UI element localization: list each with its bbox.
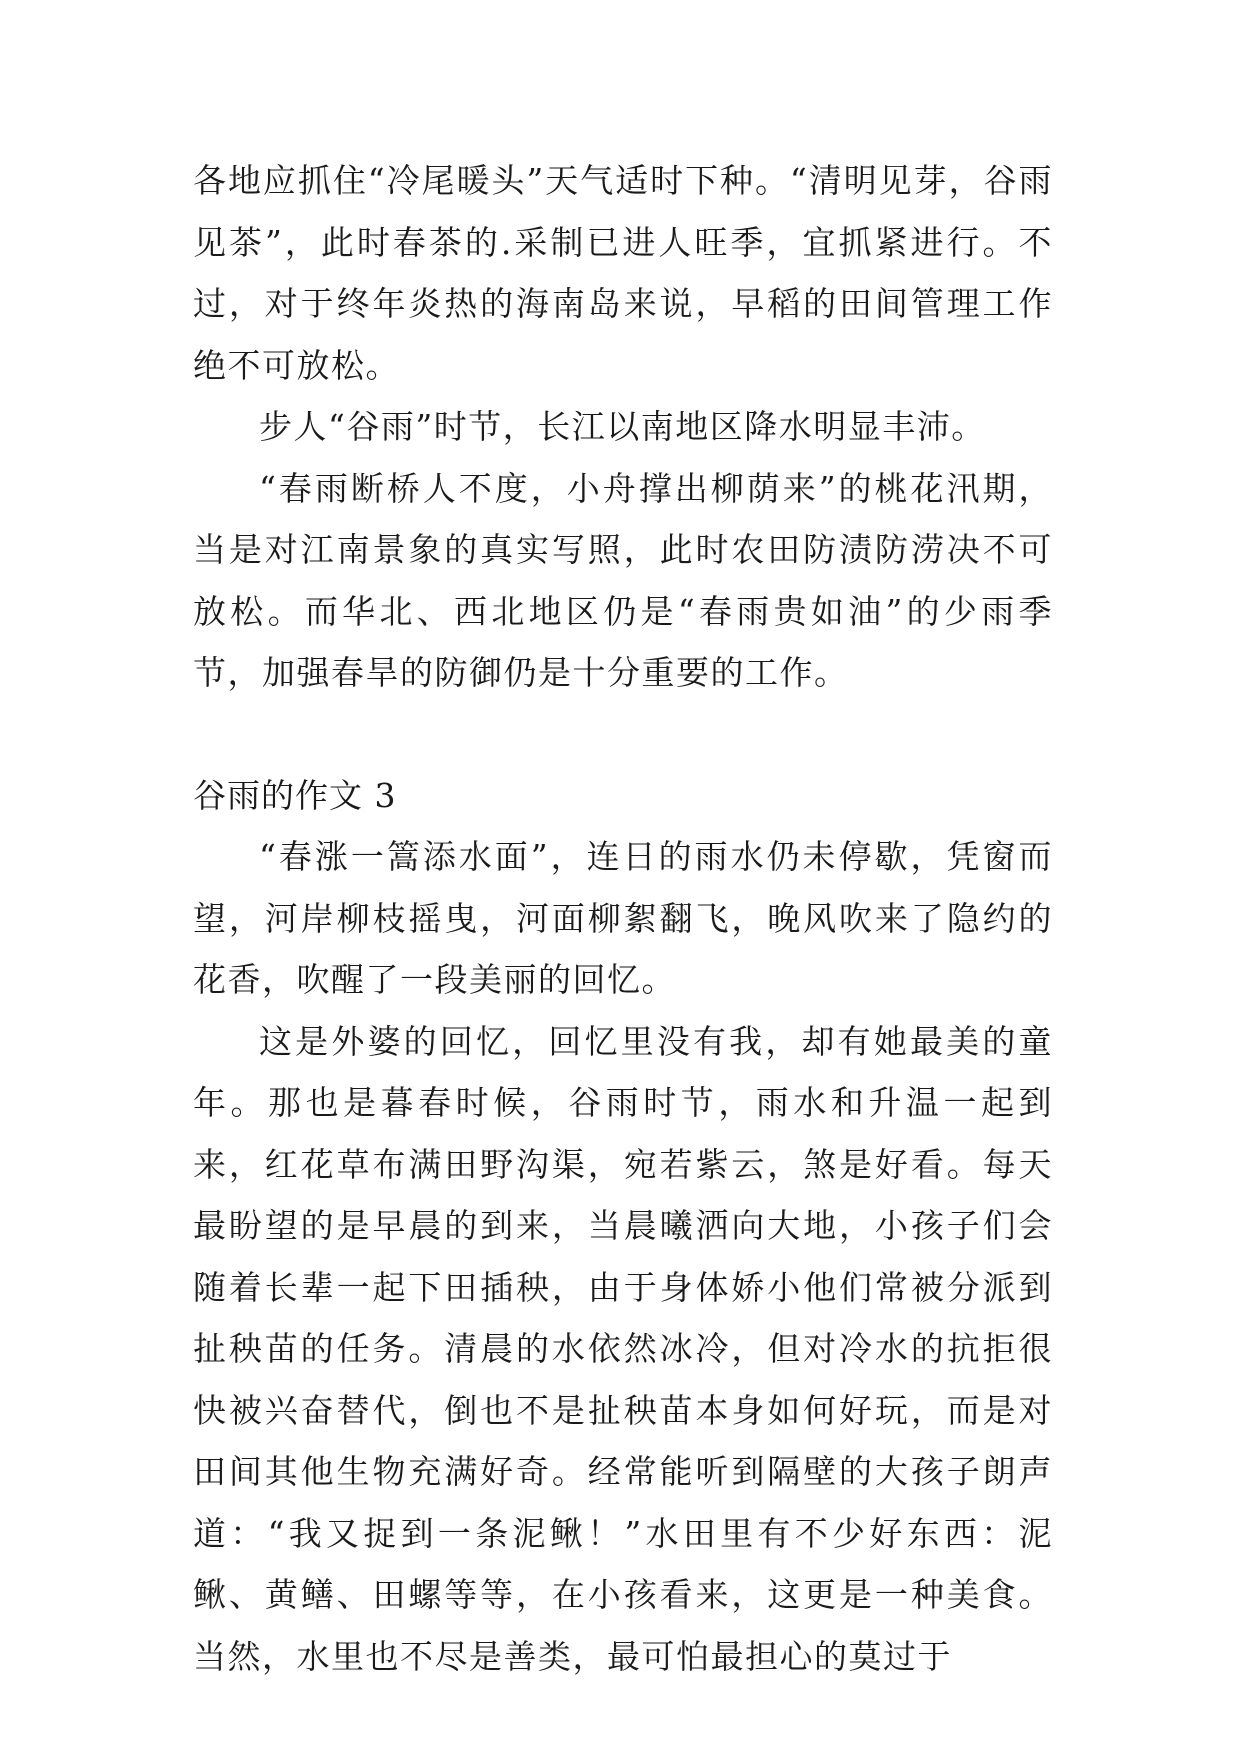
paragraph-peach-flood: “春雨断桥人不度，小舟撑出柳荫来”的桃花汛期，当是对江南景象的真实写照，此时农田防渍防涝决不可放松。而华北、西北地区仍是“春雨贵如油”的少雨季节，加强春旱的防御仍是十分重要的工作。: [193, 468, 1053, 692]
paragraph-guyu-rainfall: 步人“谷雨”时节，长江以南地区降水明显丰沛。: [259, 407, 986, 446]
section-title: 谷雨的作文 3: [193, 775, 397, 815]
paragraph-grandmother-memory: 这是外婆的回忆，回忆里没有我，却有她最美的童年。那也是暮春时候，谷雨时节，雨水和升温一起到来，红花草布满田野沟渠，宛若紫云，煞是好看。每天最盼望的是早晨的到来，当晨曦洒向大地，小孩子们会随着长辈一起下田插秧，由于身体娇小他们常被分派到扯秧苗的任务。清晨的水依然冰冷，但对冷水的抗拒很快被兴奋替代，倒也不是扯秧苗本身如何好玩，而是对田间其他生物充满好奇。经常能听到隔壁的大孩子朗声道：“我又捉到一条泥鳅！”水田里有不少好东西：泥鳅、黄鳝、田螺等等，在小孩看来，这更是一种美食。当然，水里也不尽是善类，最可怕最担心的莫过于: [193, 1021, 1053, 1676]
paragraph-continued: 各地应抓住“冷尾暖头”天气适时下种。“清明见芽，谷雨见茶”，此时春茶的.采制已进人旺季，宜抓紧进行。不过，对于终年炎热的海南岛来说，早稻的田间管理工作绝不可放松。: [193, 161, 1053, 385]
paragraph-spring-rise: “春涨一篙添水面”，连日的雨水仍未停歇，凭窗而望，河岸柳枝摇曳，河面柳絮翻飞，晚风吹来了隐约的花香，吹醒了一段美丽的回忆。: [193, 837, 1053, 999]
document-body: [193, 150, 1053, 1687]
